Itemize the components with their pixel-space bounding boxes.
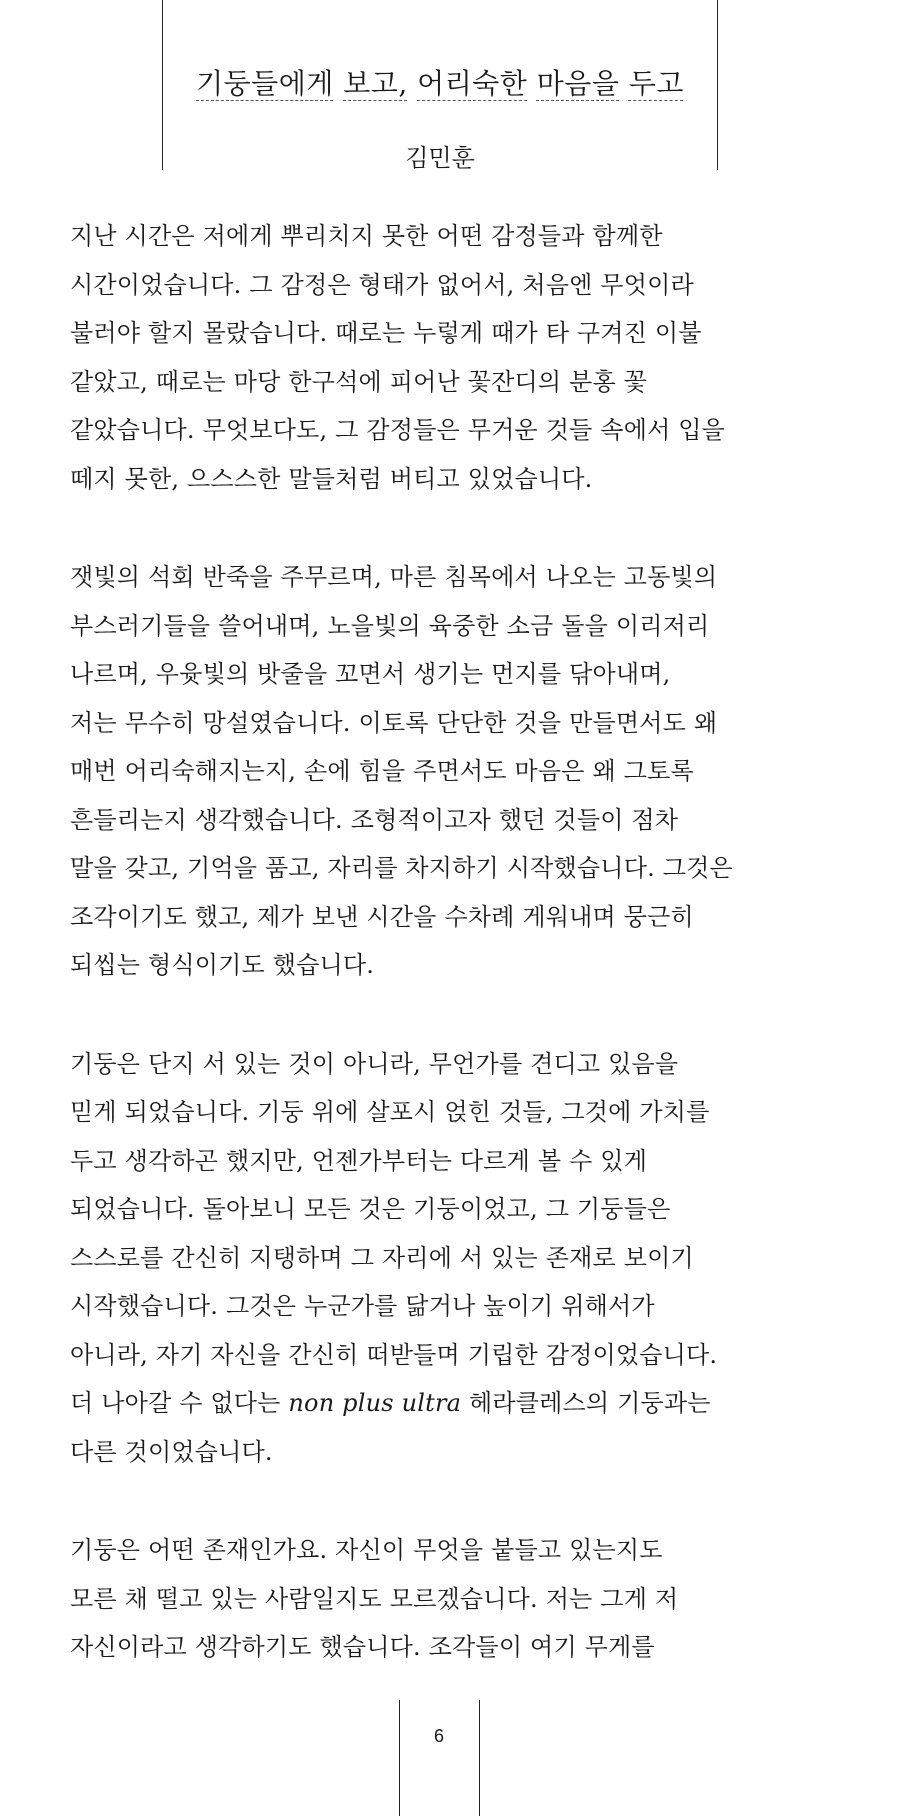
footer-line-right [479, 1700, 480, 1816]
text-line: 되었습니다. 돌아보니 모든 것은 기둥이었고, 그 기둥들은 [70, 1195, 671, 1223]
paragraph-3 [70, 1040, 815, 1477]
text-line: 기둥은 어떤 존재인가요. 자신이 무엇을 붙들고 있는지도 [70, 1536, 663, 1564]
text-fragment: 더 나아갈 수 없다는 [70, 1389, 289, 1417]
text-line: 같았습니다. 무엇보다도, 그 감정들은 무거운 것들 속에서 입을 [70, 416, 726, 444]
text-line: 저는 무수히 망설였습니다. 이토록 단단한 것을 만들면서도 왜 [70, 708, 718, 737]
text-line: 다른 것이었습니다. [70, 1437, 273, 1466]
text-line: 매번 어리숙해지는지, 손에 힘을 주면서도 마음은 왜 그토록 [70, 757, 694, 785]
latin-emphasis: non plus ultra [288, 1389, 462, 1417]
text-line: 흔들리는지 생각했습니다. 조형적이고자 했던 것들이 점차 [70, 805, 679, 834]
title-word: 마음을 [536, 67, 620, 100]
text-line: 떼지 못한, 으스스한 말들처럼 버티고 있었습니다. [70, 464, 593, 493]
title-word: 보고, [343, 67, 408, 100]
text-line: 잿빛의 석회 반죽을 주무르며, 마른 침목에서 나오는 고동빛의 [70, 563, 718, 591]
text-fragment: 헤라클레스의 기둥과는 [461, 1389, 711, 1417]
paragraph-1 [70, 212, 815, 503]
text-line: 불러야 할지 몰랐습니다. 때로는 누렇게 때가 타 구겨진 이불 [70, 319, 702, 347]
text-line: 되씹는 형식이기도 했습니다. [70, 951, 375, 979]
text-line: 자신이라고 생각하기도 했습니다. 조각들이 여기 무게를 [70, 1633, 655, 1661]
title-word: 어리숙한 [417, 67, 528, 100]
footer-line-left [399, 1700, 400, 1816]
text-line: 믿게 되었습니다. 기둥 위에 살포시 얹힌 것들, 그것에 가치를 [70, 1098, 710, 1126]
text-line: 시간이었습니다. 그 감정은 형태가 없어서, 처음엔 무엇이라 [70, 270, 694, 299]
title-word: 기둥들에게 [196, 67, 334, 100]
text-line: 스스로를 간신히 지탱하며 그 자리에 서 있는 존재로 보이기 [70, 1243, 694, 1272]
text-line: 부스러기들을 쓸어내며, 노을빛의 육중한 소금 돌을 이리저리 [70, 611, 710, 640]
author-name: 김민훈 [405, 144, 475, 172]
title-word: 두고 [628, 67, 684, 100]
text-line: 두고 생각하곤 했지만, 언젠가부터는 다르게 볼 수 있게 [70, 1146, 648, 1175]
paragraph-4 [70, 1526, 815, 1672]
text-line: 기둥은 단지 서 있는 것이 아니라, 무언가를 견디고 있음을 [70, 1049, 679, 1078]
text-line: 말을 갖고, 기억을 품고, 자리를 차지하기 시작했습니다. 그것은 [70, 854, 733, 882]
text-line: 같았고, 때로는 마당 한구석에 피어난 꽃잔디의 분홍 꽃 [70, 367, 648, 396]
text-line: 지난 시간은 저에게 뿌리치지 못한 어떤 감정들과 함께한 [70, 222, 663, 250]
page-title [0, 62, 880, 102]
page-number: 6 [433, 1726, 444, 1746]
text-line: 나르며, 우윳빛의 밧줄을 꼬면서 생기는 먼지를 닦아내며, [70, 660, 671, 688]
text-line: 아니라, 자기 자신을 간신히 떠받들며 기립한 감정이었습니다. [70, 1340, 718, 1369]
text-line: 시작했습니다. 그것은 누군가를 닮거나 높이기 위해서가 [70, 1292, 655, 1320]
paragraph-2 [70, 553, 815, 990]
body-text [70, 212, 815, 1722]
text-line-with-emphasis [70, 1379, 815, 1428]
text-line: 모른 채 떨고 있는 사람일지도 모르겠습니다. 저는 그게 저 [70, 1584, 679, 1613]
text-line: 조각이기도 했고, 제가 보낸 시간을 수차례 게워내며 뭉근히 [70, 902, 694, 931]
